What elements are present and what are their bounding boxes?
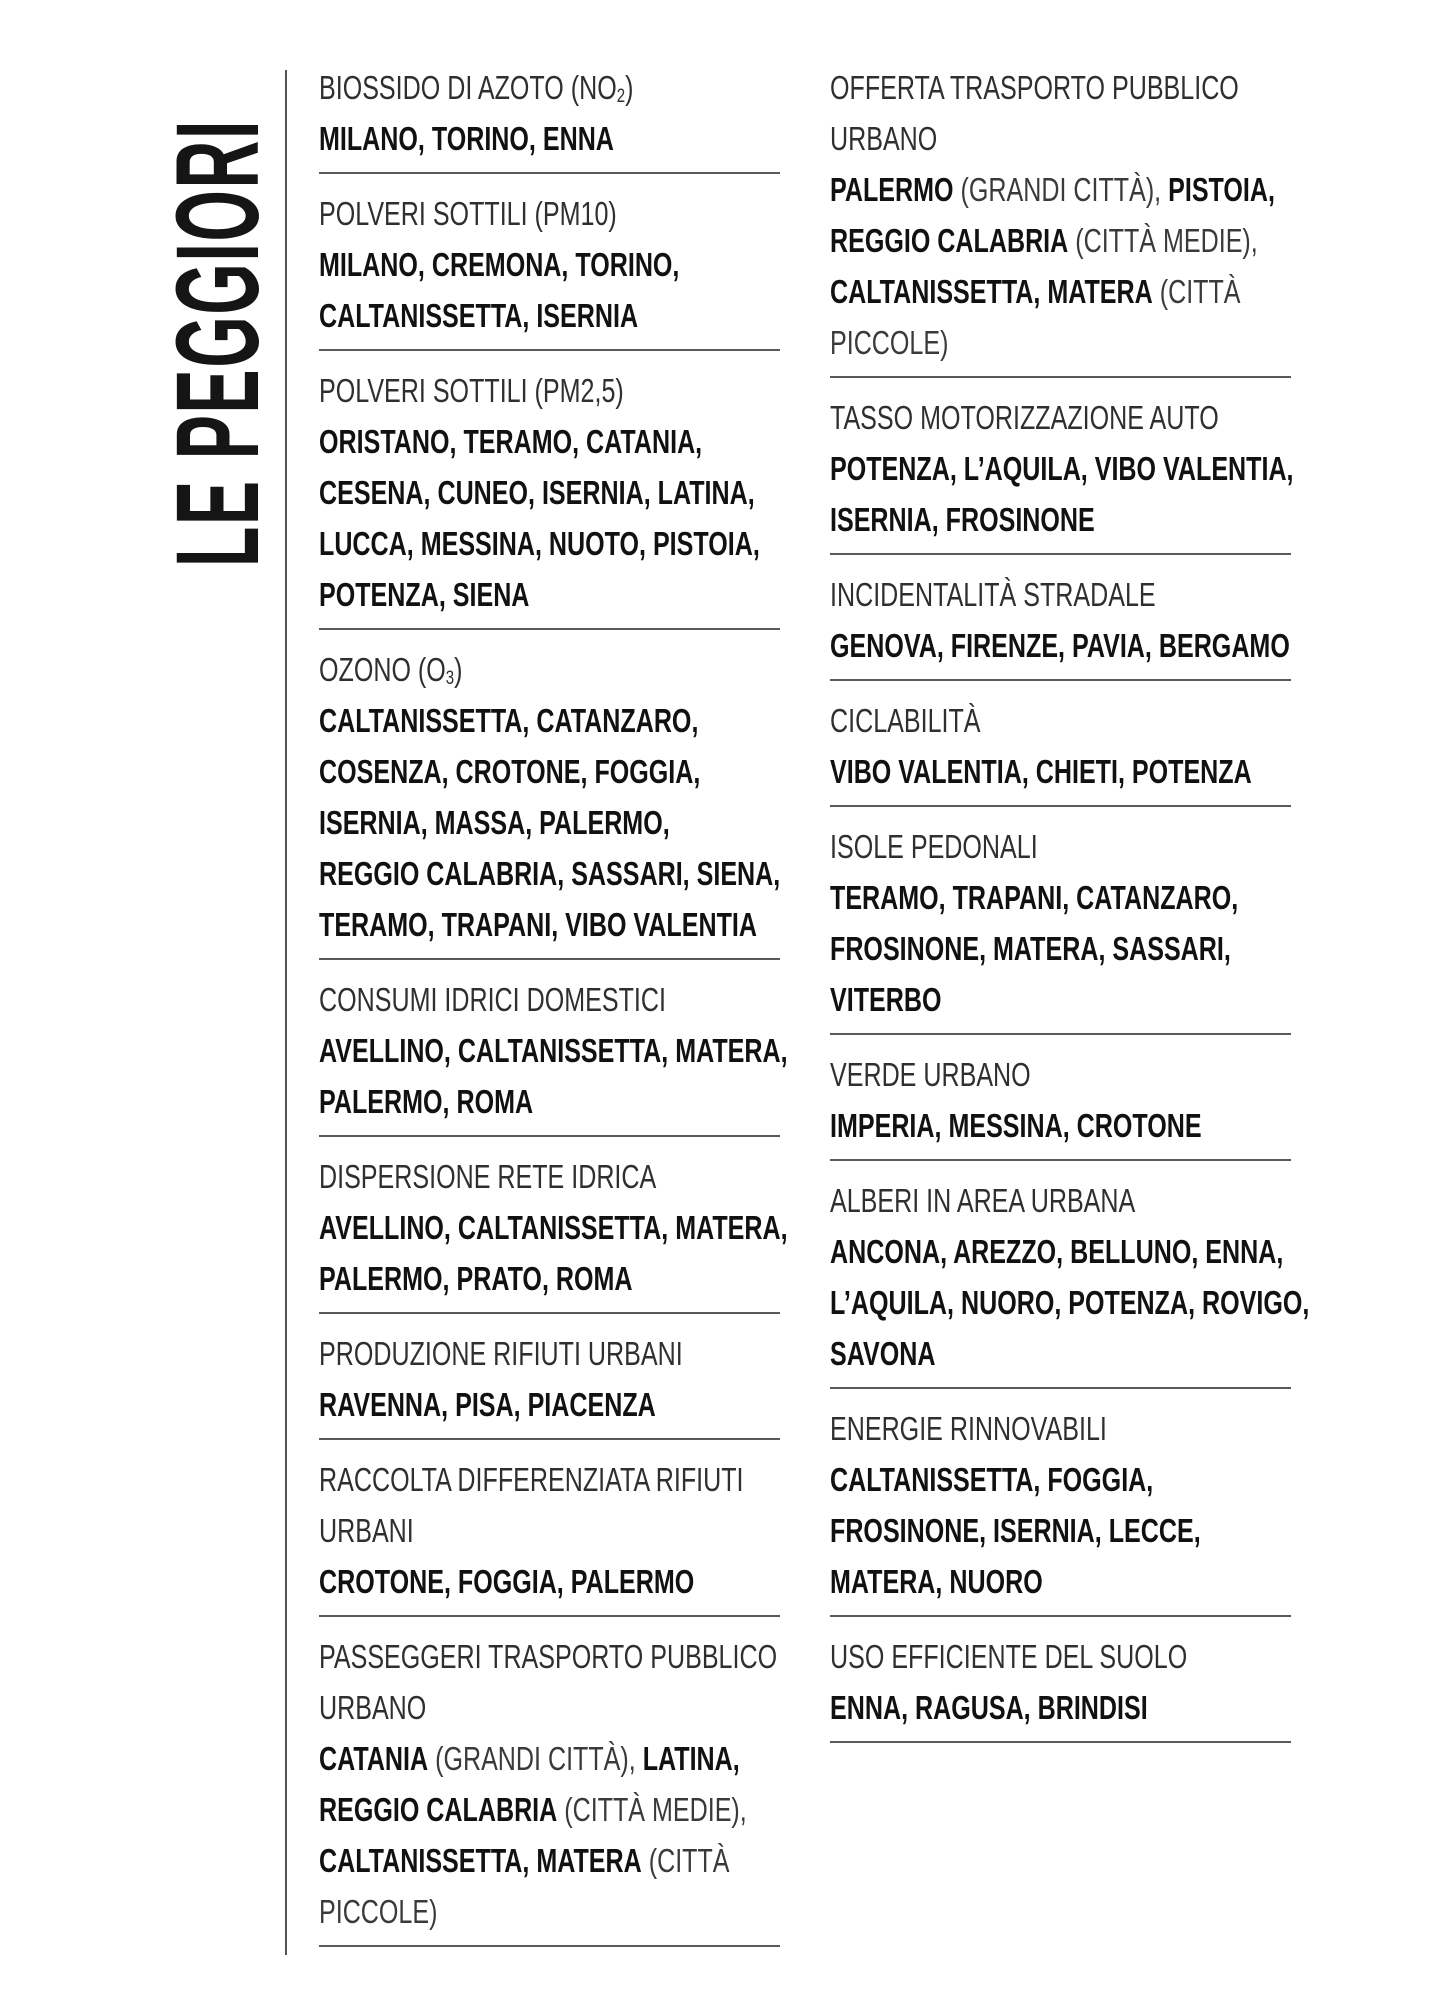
section-pm10: [319, 188, 780, 351]
page-title-text: LE PEGGIORI: [151, 118, 284, 567]
category-label: ISOLE PEDONALI: [830, 828, 1038, 865]
city-list: ISERNIA, FROSINONE: [830, 501, 1095, 538]
city-list: CALTANISSETTA, MATERA (CITTÀ: [830, 273, 1241, 310]
section-renewable-energy: [830, 1403, 1291, 1617]
section-motorization: [830, 392, 1294, 555]
city-list: PALERMO (GRANDI CITTÀ), PISTOIA,: [830, 171, 1275, 208]
category-label: RACCOLTA DIFFERENZIATA RIFIUTI: [319, 1461, 744, 1498]
city-list: REGGIO CALABRIA (CITTÀ MEDIE),: [319, 1791, 747, 1828]
section-no2: [319, 62, 780, 174]
section-recycling: [319, 1454, 780, 1617]
section-transit-offer: [830, 62, 1291, 378]
category-label: DISPERSIONE RETE IDRICA: [319, 1158, 657, 1195]
city-list: PICCOLE): [319, 1893, 438, 1930]
city-list: POTENZA, L’AQUILA, VIBO VALENTIA,: [830, 450, 1294, 487]
city-list: SAVONA: [830, 1335, 936, 1372]
category-label: USO EFFICIENTE DEL SUOLO: [830, 1638, 1188, 1675]
city-list: MATERA, NUORO: [830, 1563, 1043, 1600]
category-label: URBANO: [319, 1689, 427, 1726]
city-list: CESENA, CUNEO, ISERNIA, LATINA,: [319, 474, 755, 511]
section-cycling: [830, 695, 1291, 807]
city-list: COSENZA, CROTONE, FOGGIA,: [319, 753, 701, 790]
section-pm25: [319, 365, 780, 630]
section-road-accidents: [830, 569, 1291, 681]
city-list: ENNA, RAGUSA, BRINDISI: [830, 1689, 1148, 1726]
category-label: TASSO MOTORIZZAZIONE AUTO: [830, 399, 1219, 436]
right-column: [830, 62, 1310, 1757]
category-label: OZONO $(O_3)$: [319, 651, 463, 689]
city-list: PALERMO, ROMA: [319, 1083, 534, 1120]
vertical-divider: [285, 70, 287, 1955]
city-list: ISERNIA, MASSA, PALERMO,: [319, 804, 670, 841]
city-list: PICCOLE): [830, 324, 949, 361]
category-label: PRODUZIONE RIFIUTI URBANI: [319, 1335, 683, 1372]
city-list: REGGIO CALABRIA, SASSARI, SIENA,: [319, 855, 781, 892]
category-label: POLVERI SOTTILI (PM2,5): [319, 372, 624, 409]
city-list: TERAMO, TRAPANI, CATANZARO,: [830, 879, 1239, 916]
city-list: CALTANISSETTA, MATERA (CITTÀ: [319, 1842, 730, 1879]
section-pedestrian-areas: [830, 821, 1291, 1035]
section-land-use: [830, 1631, 1291, 1743]
city-list: FROSINONE, ISERNIA, LECCE,: [830, 1512, 1201, 1549]
city-list: VITERBO: [830, 981, 942, 1018]
category-label: ALBERI IN AREA URBANA: [830, 1182, 1136, 1219]
category-label: CICLABILITÀ: [830, 702, 981, 739]
category-label: CONSUMI IDRICI DOMESTICI: [319, 981, 666, 1018]
page-title: [151, 75, 284, 610]
section-ozone: [319, 644, 780, 960]
city-list: AVELLINO, CALTANISSETTA, MATERA,: [319, 1032, 788, 1069]
section-urban-green: [830, 1049, 1291, 1161]
city-list: L’AQUILA, NUORO, POTENZA, ROVIGO,: [830, 1284, 1310, 1321]
city-list: CALTANISSETTA, ISERNIA: [319, 297, 639, 334]
city-list: MILANO, CREMONA, TORINO,: [319, 246, 680, 283]
city-list: CALTANISSETTA, FOGGIA,: [830, 1461, 1154, 1498]
city-list: RAVENNA, PISA, PIACENZA: [319, 1386, 656, 1423]
city-list: TERAMO, TRAPANI, VIBO VALENTIA: [319, 906, 757, 943]
city-list: VIBO VALENTIA, CHIETI, POTENZA: [830, 753, 1252, 790]
city-list: REGGIO CALABRIA (CITTÀ MEDIE),: [830, 222, 1258, 259]
city-list: GENOVA, FIRENZE, PAVIA, BERGAMO: [830, 627, 1290, 664]
left-column: [319, 62, 788, 1961]
city-list: PALERMO, PRATO, ROMA: [319, 1260, 633, 1297]
city-list: IMPERIA, MESSINA, CROTONE: [830, 1107, 1202, 1144]
category-label: PASSEGGERI TRASPORTO PUBBLICO: [319, 1638, 778, 1675]
category-label: OFFERTA TRASPORTO PUBBLICO: [830, 69, 1239, 106]
city-list: ANCONA, AREZZO, BELLUNO, ENNA,: [830, 1233, 1284, 1270]
city-list: FROSINONE, MATERA, SASSARI,: [830, 930, 1231, 967]
city-list: POTENZA, SIENA: [319, 576, 530, 613]
category-label: URBANO: [830, 120, 938, 157]
category-label: POLVERI SOTTILI (PM10): [319, 195, 617, 232]
city-list: ORISTANO, TERAMO, CATANIA,: [319, 423, 703, 460]
city-list: LUCCA, MESSINA, NUOTO, PISTOIA,: [319, 525, 760, 562]
section-transit-passengers: [319, 1631, 780, 1947]
city-list: AVELLINO, CALTANISSETTA, MATERA,: [319, 1209, 788, 1246]
category-label: VERDE URBANO: [830, 1056, 1031, 1093]
section-waste-production: [319, 1328, 780, 1440]
city-list: CROTONE, FOGGIA, PALERMO: [319, 1563, 695, 1600]
section-water-dispersion: [319, 1151, 788, 1314]
city-list: MILANO, TORINO, ENNA: [319, 120, 614, 157]
section-urban-trees: [830, 1175, 1310, 1389]
section-water-consumption: [319, 974, 788, 1137]
city-list: CALTANISSETTA, CATANZARO,: [319, 702, 699, 739]
category-label: INCIDENTALITÀ STRADALE: [830, 576, 1156, 613]
category-label: URBANI: [319, 1512, 414, 1549]
category-label: BIOSSIDO DI AZOTO $(NO_2)$: [319, 69, 634, 107]
category-label: ENERGIE RINNOVABILI: [830, 1410, 1107, 1447]
city-list: CATANIA (GRANDI CITTÀ), LATINA,: [319, 1740, 740, 1777]
